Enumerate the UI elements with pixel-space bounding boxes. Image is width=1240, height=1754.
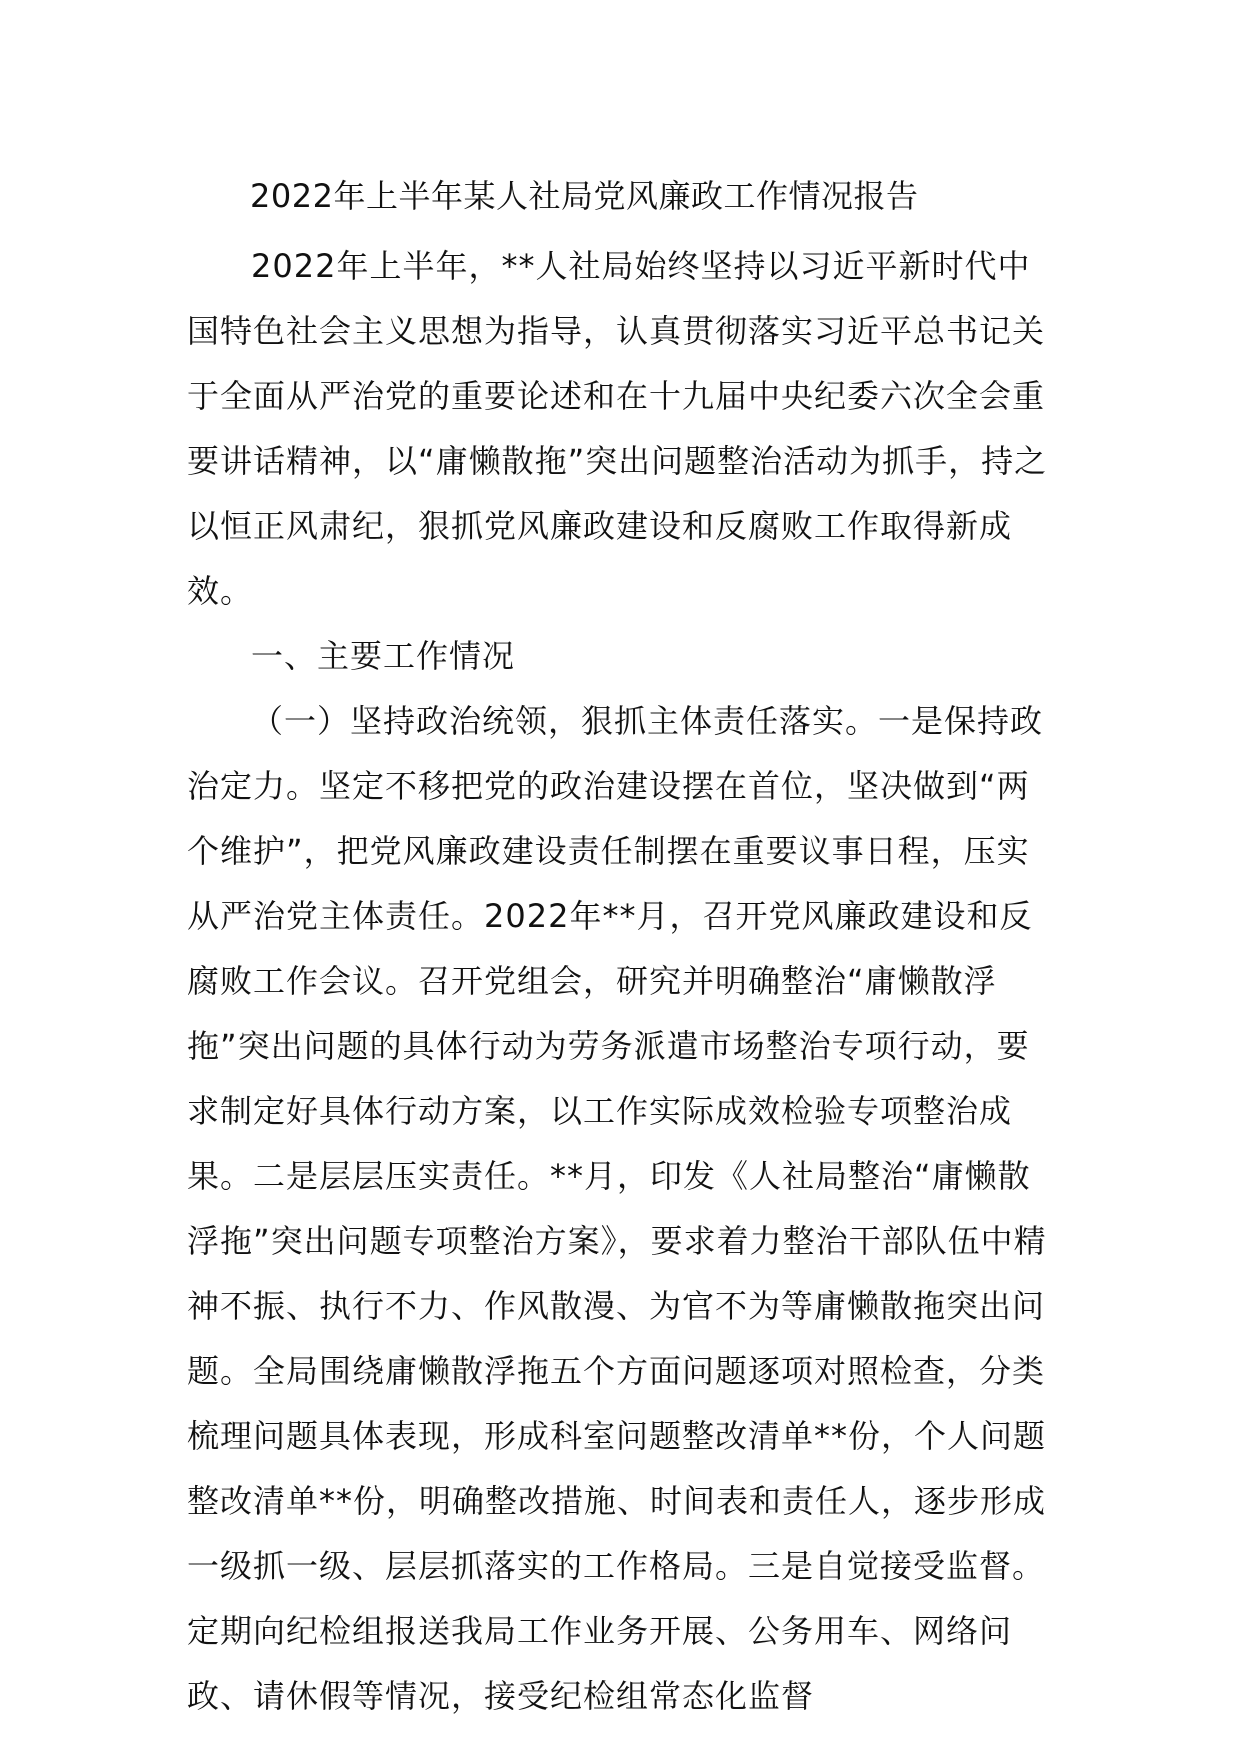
intro-paragraph: 2022年上半年，**人社局始终坚持以习近平新时代中国特色社会主义思想为指导，认真贯彻落实习近平总书记关于全面从严治党的重要论述和在十九届中央纪委六次全会重要讲话精神，以“庸懒散拖”突出问题整治活动为抓手，持之以恒正风肃纪，狠抓党风廉政建设和反腐败工作取得新成效。 xyxy=(187,247,1048,610)
section-paragraph: （一）坚持政治统领，狠抓主体责任落实。一是保持政治定力。坚定不移把党的政治建设摆在首位，坚决做到“两个维护”，把党风廉政建设责任制摆在重要议事日程，压实从严治党主体责任。2022年**月，召开党风廉政建设和反腐败工作会议。召开党组会，研究并明确整治“庸懒散浮拖”突出问题的具体行动为劳务派遣市场整治专项行动，要求制定好具体行动方案，以工作实际成效检验专项整治成果。二是层层压实责任。**月，印发《人社局整治“庸懒散浮拖”突出问题专项整治方案》，要求着力整治干部队伍中精神不振、执行不力、作风散漫、为官不为等庸懒散拖突出问题。全局围绕庸懒散浮拖五个方面问题逐项对照检查，分类梳理问题具体表现，形成科室问题整改清单**份，个人问题整改清单**份，明确整改措施、时间表和责任人，逐步形成一级抓一级、层层抓落实的工作格局。三是自觉接受监督。定期向纪检组报送我局工作业务开展、公务用车、网络问政、请休假等情况，接受纪检组常态化监督 xyxy=(187,702,1047,1715)
section-heading: 一、主要工作情况 xyxy=(251,637,516,675)
document-body xyxy=(187,234,1057,1729)
document-title: 2022年上半年某人社局党风廉政工作情况报告 xyxy=(250,177,919,215)
